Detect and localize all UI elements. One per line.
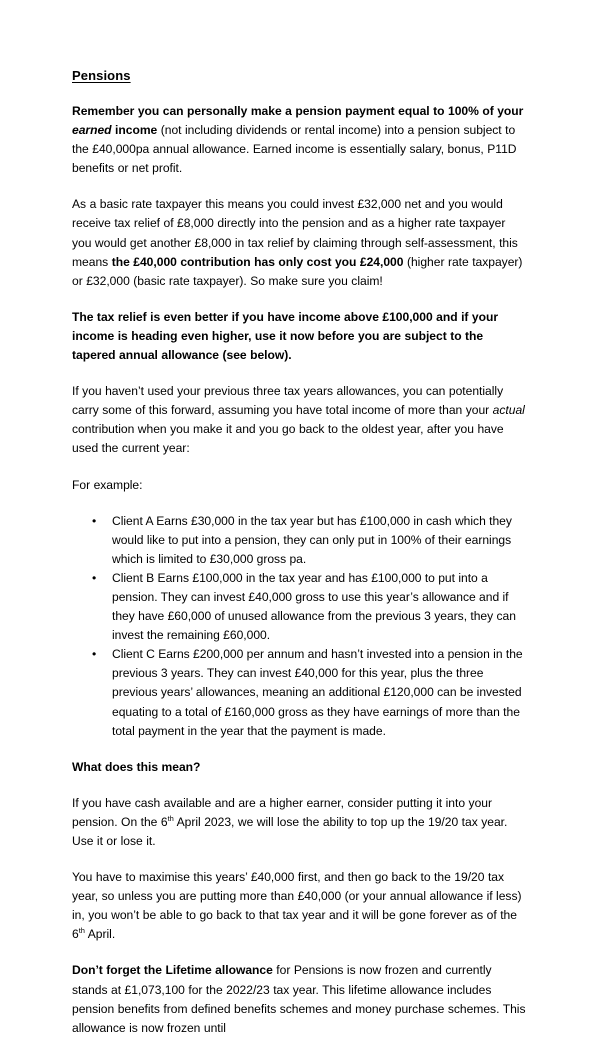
paragraph-tax-relief-calculation [72, 195, 528, 290]
paragraph-for-example: For example: [72, 477, 143, 492]
p1-bold-tail: income [111, 123, 158, 138]
list-item-text: Client C Earns £200,000 per annum and hasn’t invested into a pension in the previous 3 years. They can invest £40,000 for this year, plus the three previous years’ allowances, meaning an additional £120,000 can be invested equating to a total of £160,000 gross as they have earnings of more than the total payment in the year that the payment is made. [112, 647, 523, 738]
p7-text2: April. [84, 927, 116, 942]
p4-lead: If you haven’t used your previous three tax years allowances, you can potentially carry some of this forward, assuming you have total income of more than your [72, 384, 504, 418]
p3-bold: The tax relief is even better if you have income above £100,000 and if your income is heading even higher, use it now before you are subject to the tapered annual allowance (see below). [72, 309, 499, 363]
p2-bold: the £40,000 contribution has only cost you £24,000 [111, 254, 404, 269]
list-item [72, 512, 528, 569]
document-body [72, 68, 528, 1038]
client-examples-list [72, 512, 528, 741]
p8-tail: for Pensions is now frozen and currently stands at £1,073,100 for the 2022/23 tax year. This lifetime allowance includes pension benefits from defined benefits schemes and money purchase schemes. This allowance is now frozen until [72, 963, 526, 1035]
bullet-icon: • [92, 647, 97, 662]
paragraph-lifetime-allowance [72, 961, 528, 1037]
p1-rest: (not including dividends or rental income) into a pension subject to the £40,000pa annual allowance. Earned income is essentially salary, bonus, P11D benefits or net profit. [72, 123, 517, 176]
paragraph-maximise-this-year [72, 868, 528, 944]
list-item-text: Client A Earns £30,000 in the tax year but has £100,000 in cash which they would like to put into a pension, they can only put in 100% of their earnings which is limited to £30,000 gross pa. [112, 513, 512, 566]
list-item [72, 645, 528, 740]
p7-superscript-ordinal: th [78, 926, 85, 936]
list-item-text: Client B Earns £100,000 in the tax year and has £100,000 to put into a pension. They can invest £40,000 gross to use this year’s allowance and if they have £60,000 of unused allowance from the previous 3 years, they can invest the remaining £60,000. [112, 570, 516, 643]
p4-italic: actual [492, 403, 525, 418]
p1-bold-lead: Remember you can personally make a pension payment equal to 100% of your [72, 104, 524, 118]
p6-superscript-ordinal: th [167, 813, 174, 823]
bullet-icon: • [92, 570, 97, 585]
p7-text: You have to maximise this years’ £40,000 first, and then go back to the 19/20 tax year, so unless you are putting more than £40,000 (or your annual allowance if less) in, you won’t be able to go back to that tax year and it will be gone forever as of the 6 [72, 870, 522, 942]
p6-text: If you have cash available and are a higher earner, consider putting it into your pension. On the 6 [72, 795, 492, 829]
p8-bold: Don’t forget the Lifetime allowance [72, 963, 273, 978]
p2-lead: As a basic rate taxpayer this means you could invest £32,000 net and you would receive tax relief of £8,000 directly into the pension and as a higher rate taxpayer you would get another £8,000 in tax relief by claiming through self-assessment, this means [72, 197, 518, 269]
paragraph-cash-available-advice [72, 794, 528, 851]
p2-tail: (higher rate taxpayer) or £32,000 (basic rate taxpayer). So make sure you claim! [72, 254, 523, 288]
bullet-icon: • [92, 513, 97, 528]
paragraph-carry-forward [72, 382, 528, 458]
page-title: Pensions [72, 68, 131, 83]
list-item [72, 569, 528, 645]
p4-tail: contribution when you make it and you go back to the oldest year, after you have used the current year: [72, 422, 504, 456]
paragraph-tapered-allowance-notice [72, 308, 528, 365]
p6-text2: April 2023, we will lose the ability to top up the 19/20 tax year. Use it or lose it. [72, 814, 508, 848]
p1-bold-italic-word: earned [72, 123, 112, 138]
paragraph-pension-payment-rule [72, 102, 528, 178]
subheading-text: What does this mean? [72, 759, 201, 774]
section-subheading-what-does-this-mean [72, 758, 528, 777]
